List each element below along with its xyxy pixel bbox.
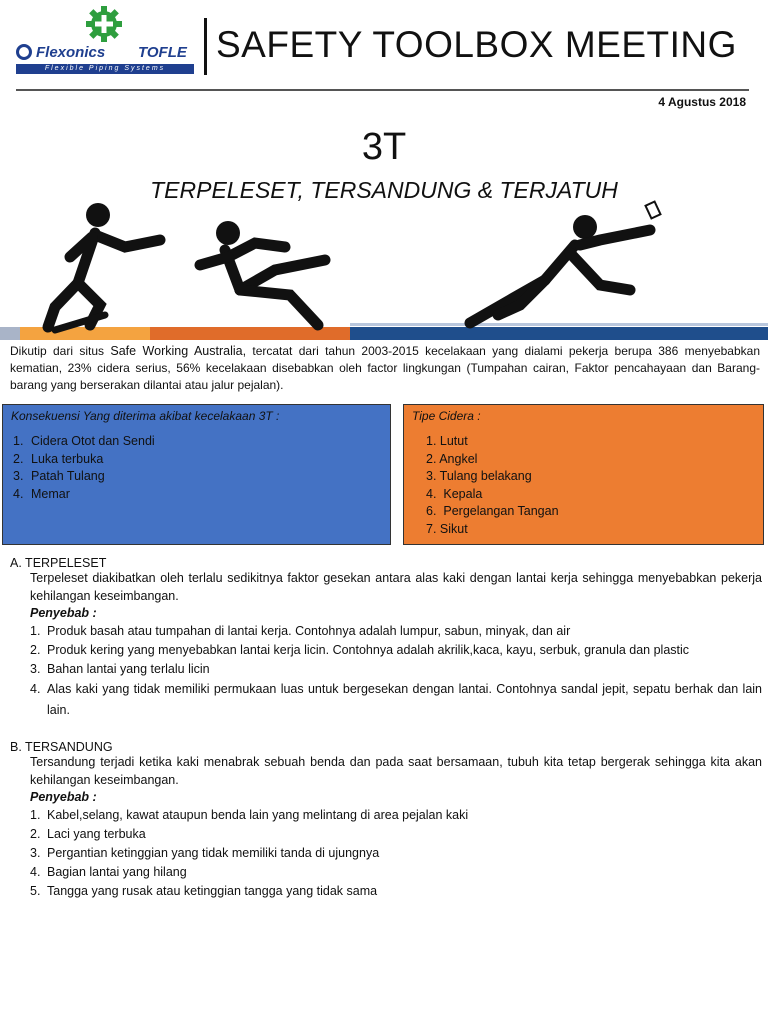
list-item: 7. Sikut	[426, 521, 468, 536]
list-item: 4. Bagian lantai yang hilang	[30, 865, 187, 879]
brand-circle-icon	[16, 44, 32, 60]
brand-name-2: TOFLE	[138, 44, 187, 61]
source-name: Safe Working Australia,	[110, 344, 247, 358]
falling-figure-icon	[470, 215, 650, 323]
document-date: 4 Agustus 2018	[658, 95, 746, 109]
banner-orange-stripe	[0, 327, 150, 340]
causes-label: Penyebab :	[30, 790, 97, 804]
header-divider	[204, 18, 207, 75]
list-item: 3. Pergantian ketinggian yang tidak memiliki tanda di ujungnya	[30, 846, 380, 860]
header-rule	[16, 89, 749, 91]
consequences-box	[2, 404, 391, 545]
list-item: 5. Tangga yang rusak atau ketinggian tangga yang tidak sama	[30, 884, 378, 898]
list-item: 4. Memar	[13, 486, 70, 501]
brand-logo	[16, 42, 194, 76]
slipping-figure-icon	[48, 203, 160, 330]
injury-types-box	[403, 404, 764, 545]
consequences-heading: Konsekuensi Yang diterima akibat kecelakaan 3T :	[11, 409, 280, 423]
document-title: SAFETY TOOLBOX MEETING	[216, 24, 737, 65]
list-item: 1. Produk basah atau tumpahan di lantai kerja. Contohnya adalah lumpur, sabun, minyak, dan air	[30, 624, 571, 638]
list-item: 2. Luka terbuka	[13, 451, 104, 466]
brand-tagline: Flexible Piping Systems	[16, 64, 194, 74]
list-item: 3. Bahan lantai yang terlalu licin	[30, 662, 210, 676]
brand-name: Flexonics	[36, 44, 106, 61]
section-description: Terpeleset diakibatkan oleh terlalu sedikitnya faktor gesekan antara alas kaki dengan lantai kerja sehingga menyebabkan pekerja kehilangan keseimbangan.	[30, 571, 762, 603]
consequences-list	[13, 433, 155, 503]
list-item: 4. Kepala	[426, 486, 483, 501]
list-item: 2. Produk kering yang menyebabkan lantai kerja licin. Contohnya adalah akrilik,kaca, kayu, serbuk, granula dan plastic	[30, 643, 690, 657]
tripping-figure-icon	[200, 221, 325, 325]
list-item: 3. Patah Tulang	[13, 469, 105, 483]
falling-figures-illustration	[0, 195, 768, 340]
topic-title: 3T	[361, 126, 407, 168]
injury-types-list	[426, 433, 559, 538]
phone-icon	[646, 202, 661, 219]
injury-types-heading: Tipe Cidera :	[412, 409, 481, 423]
list-item: 3. Tulang belakang	[426, 469, 532, 483]
list-item: 2. Laci yang terbuka	[30, 827, 146, 841]
section-terpeleset	[10, 556, 762, 721]
intro-paragraph: Dikutip dari situs Safe Working Australia, tercatat dari tahun 2003-2015 kecelakaan yang dialami pekerja berupa 386 menyebabkan kematian, 23% cidera serius, 56% kecelakaan disebabkan oleh factor lingkungan (Tumpahan cairan, Faktor pencahayaan dan Barang-barang yang berserakan dilantai atau jalur pejalan).	[10, 344, 760, 392]
causes-list	[30, 622, 762, 721]
list-item: 2. Angkel	[426, 451, 478, 466]
list-item: 4. Alas kaki yang tidak memiliki permukaan luas untuk bergesekan dengan lantai. Contohnya sandal jepit, sepatu berhak dan lain lain.	[30, 682, 762, 717]
list-item: 1. Kabel,selang, kawat ataupun benda lain yang melintang di area pejalan kaki	[30, 808, 469, 822]
section-tersandung	[10, 740, 762, 901]
gear-logo-icon	[84, 4, 124, 44]
causes-label: Penyebab :	[30, 606, 97, 620]
topic-subtitle: TERPELESET, TERSANDUNG & TERJATUH	[150, 177, 618, 203]
causes-list	[30, 806, 762, 901]
section-heading: A. TERPELESET	[10, 556, 107, 570]
section-description: Tersandung terjadi ketika kaki menabrak sebuah benda dan pada saat bersamaan, tubuh kita tetap bergerak sehingga kita akan kehilangan keseimbangan.	[30, 755, 762, 787]
list-item: 1. Cidera Otot dan Sendi	[13, 434, 155, 448]
section-heading: B. TERSANDUNG	[10, 740, 113, 754]
list-item: 1. Lutut	[426, 434, 468, 448]
list-item: 6. Pergelangan Tangan	[426, 504, 559, 518]
